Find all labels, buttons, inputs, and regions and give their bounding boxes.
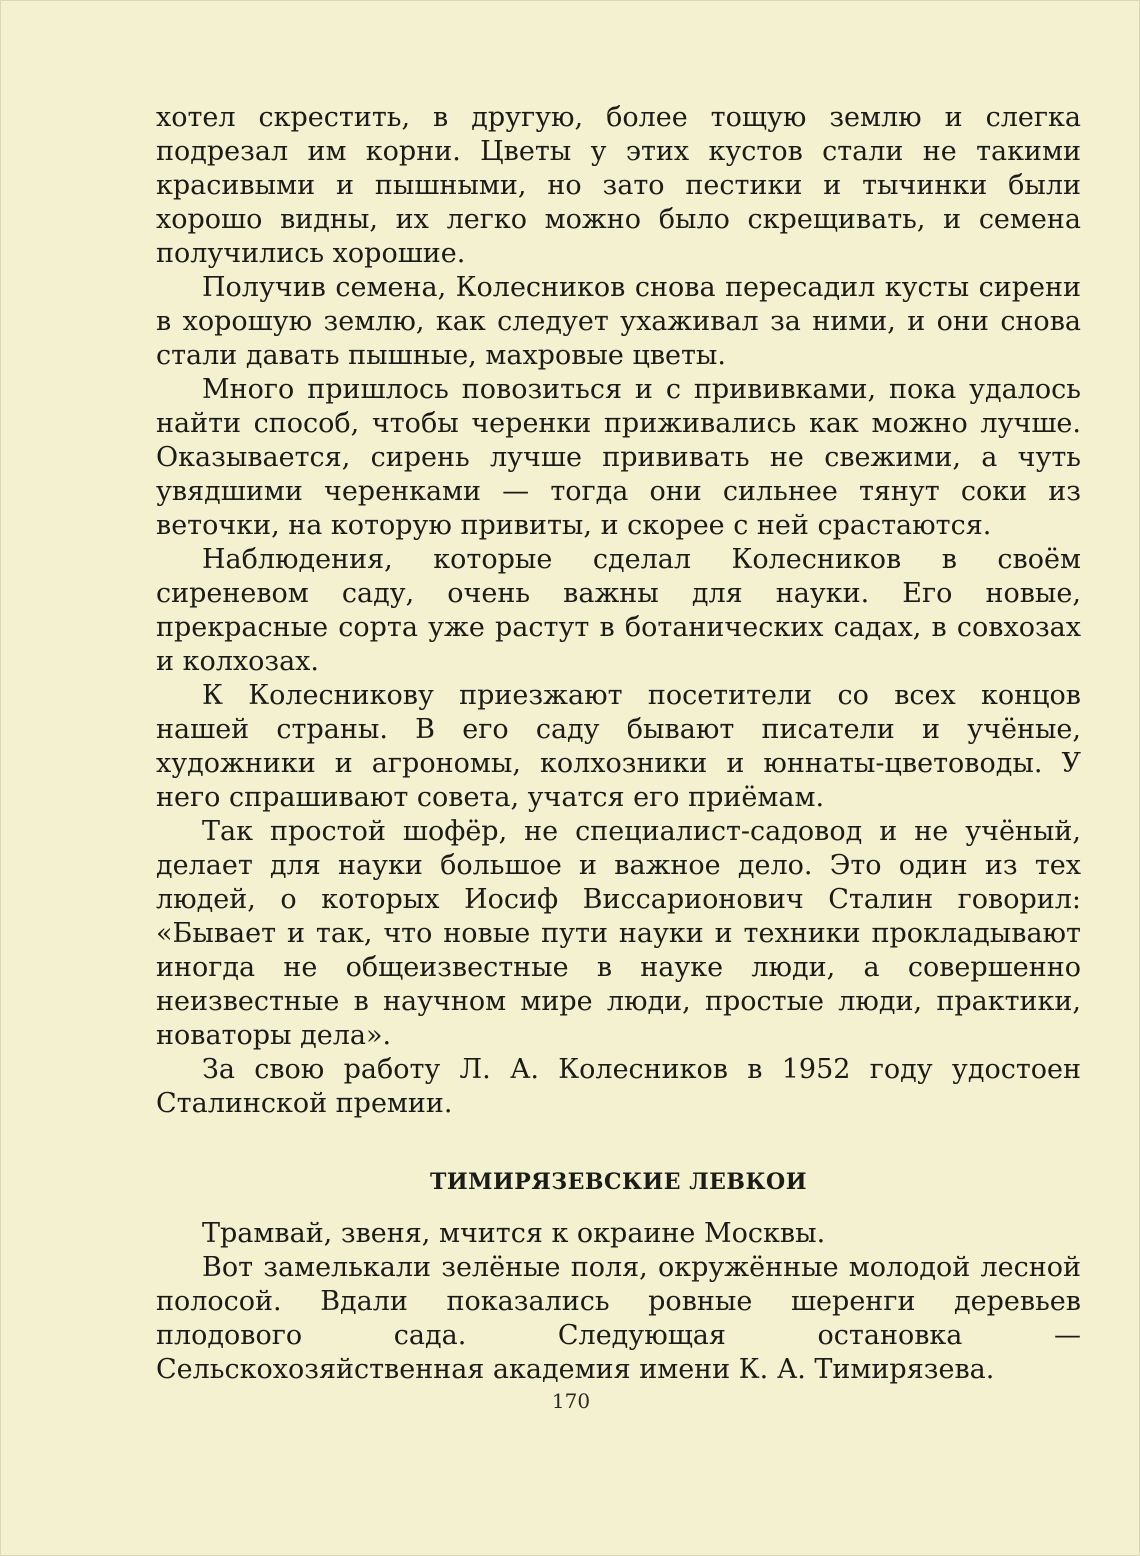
page-text xyxy=(156,101,1081,1387)
paragraph: Вот замелькали зелёные поля, окружённые молодой лесной полосой. Вдали показались ровные шеренги деревьев плодового сада. Следующая остановка — Сельскохозяйственная академия имени К. А. Тимирязева. xyxy=(156,1252,1081,1385)
paragraph: К Колесникову приезжают посетители со всех концов нашей страны. В его саду бывают писатели и учёные, художники и агрономы, колхозники и юннаты-цветоводы. У него спрашивают совета, учатся его приёмам. xyxy=(156,680,1081,813)
page-number: 170 xyxy=(551,1389,591,1413)
paragraph: Наблюдения, которые сделал Колесников в своём сиреневом саду, очень важны для науки. Его новые, прекрасные сорта уже растут в ботанических садах, в совхозах и колхозах. xyxy=(156,544,1081,677)
paragraph: За свою работу Л. А. Колесников в 1952 году удостоен Сталинской премии. xyxy=(156,1054,1081,1119)
section-heading: ТИМИРЯЗЕВСКИЕ ЛЕВКОИ xyxy=(430,1169,807,1195)
paragraph: Так простой шофёр, не специалист-садовод и не учёный, делает для науки большое и важное дело. Это один из тех людей, о которых Иосиф Виссарионович Сталин говорил: «Бывает и так, что новые пути науки и техники прокладывают иногда не общеизвестные в науке люди, а совершенно неизвестные в научном мире люди, простые люди, практики, новаторы дела». xyxy=(156,816,1081,1051)
paragraph: Много пришлось повозиться и с прививками, пока удалось найти способ, чтобы черенки приживались как можно лучше. Оказывается, сирень лучше прививать не свежими, а чуть увядшими черенками — тогда они сильнее тянут соки из веточки, на которую привиты, и скорее с ней срастаются. xyxy=(156,374,1081,541)
paragraph-continuation: хотел скрестить, в другую, более тощую землю и слегка подрезал им корни. Цветы у этих кустов стали не такими красивыми и пышными, но зато пестики и тычинки были хорошо видны, их легко можно было скрещивать, и семена получились хорошие. xyxy=(156,102,1081,269)
paragraph: Получив семена, Колесников снова пересадил кусты сирени в хорошую землю, как следует ухаживал за ними, и они снова стали давать пышные, махровые цветы. xyxy=(156,272,1081,371)
paragraph: Трамвай, звеня, мчится к окраине Москвы. xyxy=(202,1218,826,1249)
